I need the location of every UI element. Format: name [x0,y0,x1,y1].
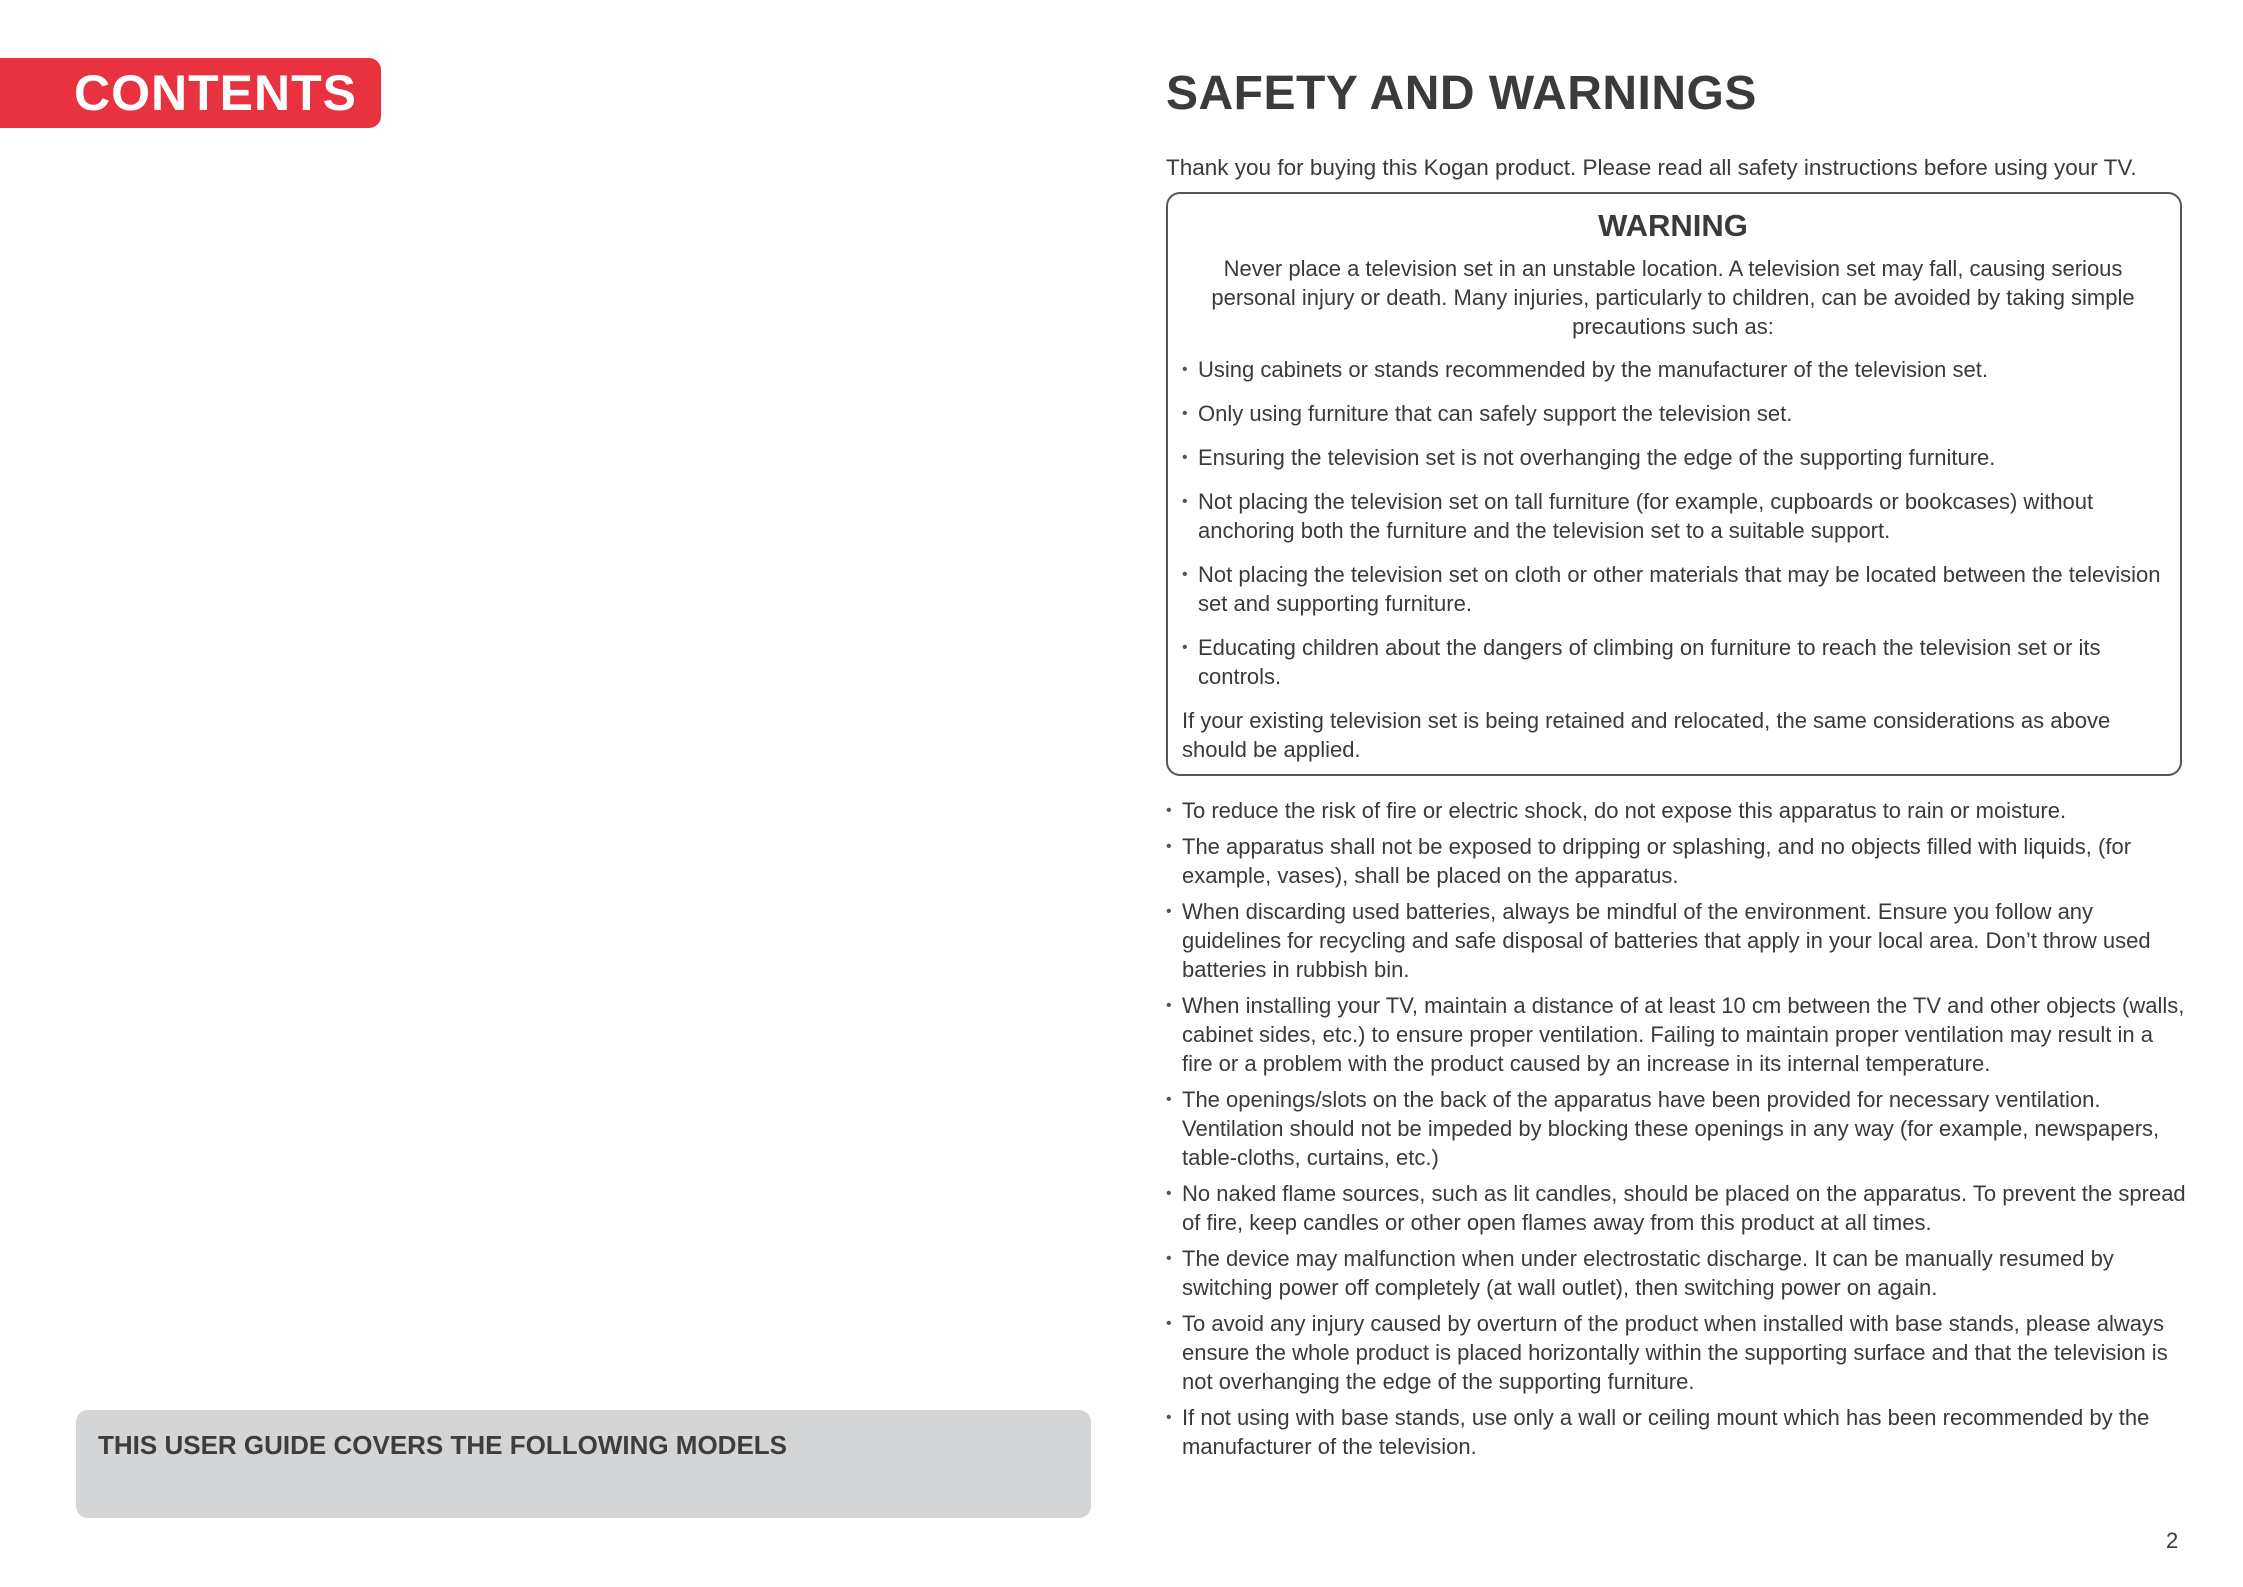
safety-item: • The apparatus shall not be exposed to dripping or splashing, and no objects filled with liquids, (for example, vases), shall be placed on the apparatus. [1166,832,2186,890]
safety-item: • To avoid any injury caused by overturn of the product when installed with base stands, please always ensure the whole product is placed horizontally within the supporting surface and that the television is not overhanging the edge of the supporting furniture. [1166,1309,2186,1396]
contents-tab: CONTENTS [0,58,381,128]
page-title: SAFETY AND WARNINGS [1166,67,1757,120]
warning-title: WARNING [1598,208,1748,243]
safety-item: • The openings/slots on the back of the apparatus have been provided for necessary ventilation. Ventilation should not be impeded by blocking these openings in any way (for example, newspapers, table-cloths, curtains, etc.) [1166,1085,2186,1172]
warning-lead: Never place a television set in an unstable location. A television set may fall, causing serious personal injury or death. Many injuries, particularly to children, can be avoided by taking simple precautions such as: [1211,256,2135,339]
warning-item: • Only using furniture that can safely support the television set. [1182,399,2164,428]
intro-text: Thank you for buying this Kogan product. Please read all safety instructions before using your TV. [1166,155,2137,180]
warning-item: • Not placing the television set on tall furniture (for example, cupboards or bookcases) without anchoring both the furniture and the television set to a suitable support. [1182,487,2164,545]
warning-item: • Ensuring the television set is not overhanging the edge of the supporting furniture. [1182,443,2164,472]
warning-item: • Using cabinets or stands recommended by the manufacturer of the television set. [1182,355,2164,384]
models-box [76,1410,1091,1518]
safety-list [1166,796,2186,1468]
safety-item: • No naked flame sources, such as lit candles, should be placed on the apparatus. To prevent the spread of fire, keep candles or other open flames away from this product at all times. [1166,1179,2186,1237]
warning-closing: If your existing television set is being retained and relocated, the same considerations as above should be applied. [1182,708,2111,762]
warning-item: • Educating children about the dangers of climbing on furniture to reach the television set or its controls. [1182,633,2164,691]
models-heading: THIS USER GUIDE COVERS THE FOLLOWING MODELS [98,1430,788,1460]
safety-item: • To reduce the risk of fire or electric shock, do not expose this apparatus to rain or moisture. [1166,796,2186,825]
warning-box [1166,192,2182,776]
safety-item: • When discarding used batteries, always be mindful of the environment. Ensure you follow any guidelines for recycling and safe disposal of batteries that apply in your local area. Don’t throw used batteries in rubbish bin. [1166,897,2186,984]
warning-item: • Not placing the television set on cloth or other materials that may be located between the television set and supporting furniture. [1182,560,2164,618]
warning-list [1182,355,2164,691]
safety-item: • The device may malfunction when under electrostatic discharge. It can be manually resumed by switching power off completely (at wall outlet), then switching power on again. [1166,1244,2186,1302]
safety-item: • If not using with base stands, use only a wall or ceiling mount which has been recommended by the manufacturer of the television. [1166,1403,2186,1461]
safety-item: • When installing your TV, maintain a distance of at least 10 cm between the TV and other objects (walls, cabinet sides, etc.) to ensure proper ventilation. Failing to maintain proper ventilation may result in a fire or a problem with the product caused by an increase in its internal temperature. [1166,991,2186,1078]
page-number: 2 [2166,1528,2179,1553]
